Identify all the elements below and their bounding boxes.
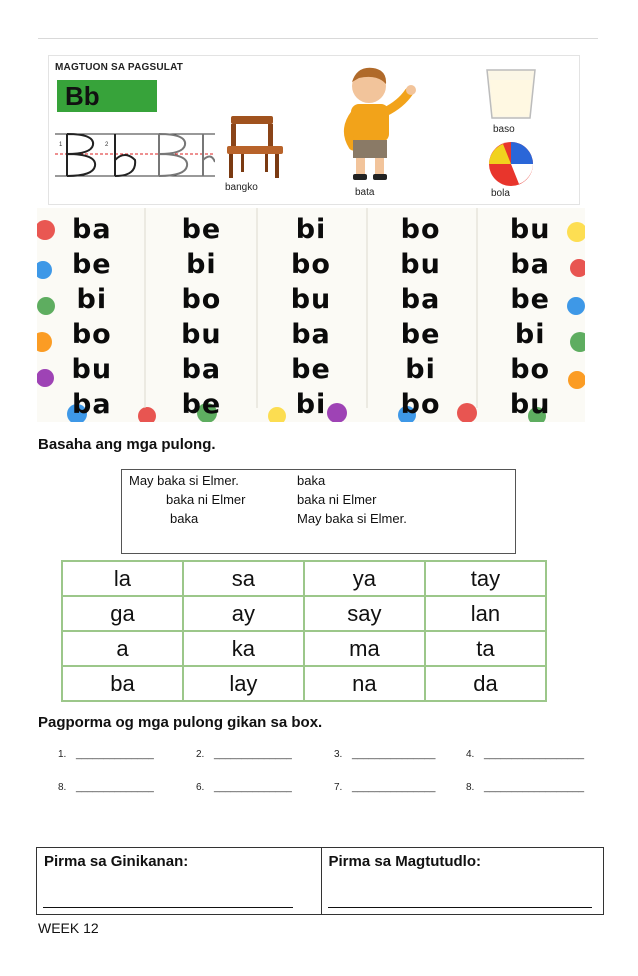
svg-text:2: 2	[105, 142, 109, 148]
syllable-cell: ba	[72, 214, 112, 245]
syllable-table-cell: a	[62, 631, 183, 666]
answer-blank-5[interactable]	[58, 782, 154, 793]
syllable-table-row	[62, 596, 546, 631]
syllable-cell: bi	[405, 354, 436, 385]
syllable-cell: be	[71, 249, 112, 280]
blank-line: __________________	[484, 749, 585, 760]
blank-number: 3.	[334, 749, 343, 760]
blank-line: ______________	[214, 749, 292, 760]
bata-label: bata	[355, 187, 375, 198]
sentence-right-1: baka	[297, 473, 326, 488]
letter-badge: Bb	[57, 80, 157, 112]
syllable-cell: bo	[400, 214, 441, 245]
syllable-table-cell: ka	[183, 631, 304, 666]
syllable-cell: bi	[295, 389, 327, 420]
teacher-signature-line[interactable]	[328, 907, 592, 908]
syllable-table-cell: na	[304, 666, 425, 701]
answer-blank-7[interactable]	[334, 782, 435, 793]
syllable-cell: ba	[510, 249, 550, 280]
syllable-cell: bo	[71, 319, 112, 350]
syllable-cell: bu	[509, 214, 551, 245]
syllable-cell: ba	[291, 319, 331, 350]
syllable-table-cell: ya	[304, 561, 425, 596]
answer-blank-4[interactable]	[466, 749, 584, 760]
blank-number: 8.	[466, 782, 475, 793]
syllable-table-cell: ma	[304, 631, 425, 666]
blank-number: 7.	[334, 782, 343, 793]
blank-number: 8.	[58, 782, 67, 793]
syllable-table-row	[62, 666, 546, 701]
syllable-table-cell: ta	[425, 631, 546, 666]
syllable-cell: bi	[186, 249, 217, 280]
blank-line: ______________	[76, 782, 154, 793]
blank-line: __________________	[484, 782, 585, 793]
sentence-left-3: baka	[170, 511, 199, 526]
syllable-cell: bu	[509, 389, 551, 420]
syllable-cell: be	[510, 284, 550, 315]
letter-b-card	[48, 55, 580, 205]
page-top-rule	[38, 38, 598, 39]
blank-line: _______________	[352, 749, 436, 760]
syllable-table-row	[62, 631, 546, 666]
syllable-row	[37, 282, 585, 317]
syllable-cell: be	[291, 354, 331, 385]
sentence-right-2: baka ni Elmer	[297, 492, 377, 507]
syllable-cell: ba	[72, 389, 112, 420]
syllable-table-cell: say	[304, 596, 425, 631]
teacher-signature-label: Pirma sa Magtutudlo:	[328, 853, 482, 870]
bangko-picture	[217, 114, 297, 180]
syllable-table	[61, 560, 547, 702]
syllable-cell: be	[181, 214, 222, 245]
answer-blank-1[interactable]	[58, 749, 154, 760]
syllable-cell: bi	[295, 214, 327, 245]
answer-blank-2[interactable]	[196, 749, 292, 760]
syllable-cell: bu	[181, 319, 222, 350]
sentence-left-1: May baka si Elmer.	[129, 473, 239, 488]
form-section-title: Pagporma og mga pulong gikan sa box.	[38, 714, 323, 731]
signature-box	[36, 847, 604, 915]
teacher-signature-cell	[321, 848, 604, 914]
syllable-row	[37, 212, 585, 247]
syllable-table-cell: la	[62, 561, 183, 596]
syllable-table-row	[62, 561, 546, 596]
syllable-row	[37, 387, 585, 422]
card-title: MAGTUON SA PAGSULAT	[55, 62, 184, 73]
sentence-left-2: baka ni Elmer	[166, 492, 246, 507]
syllable-row	[37, 317, 585, 352]
syllable-row	[37, 352, 585, 387]
blank-line: ______________	[214, 782, 292, 793]
syllable-practice-grid	[37, 208, 585, 422]
syllable-table-cell: lay	[183, 666, 304, 701]
syllable-rows	[37, 212, 585, 422]
syllable-cell: bu	[71, 354, 113, 385]
baso-label: baso	[493, 124, 515, 135]
blank-line: _______________	[352, 782, 436, 793]
bola-label: bola	[491, 188, 510, 199]
syllable-cell: be	[400, 319, 441, 350]
syllable-cell: bo	[291, 249, 331, 280]
syllable-table-cell: ay	[183, 596, 304, 631]
blank-number: 1.	[58, 749, 67, 760]
sentence-right-3: May baka si Elmer.	[297, 511, 407, 526]
blank-line: ______________	[76, 749, 154, 760]
blank-number: 4.	[466, 749, 475, 760]
bola-picture	[473, 140, 549, 186]
syllable-cell: ba	[181, 354, 222, 385]
syllable-cell: bi	[514, 319, 546, 350]
blank-number: 6.	[196, 782, 205, 793]
syllable-table-cell: lan	[425, 596, 546, 631]
syllable-row	[37, 247, 585, 282]
syllable-cell: be	[181, 389, 222, 420]
sentence-box	[121, 469, 516, 554]
syllable-cell: bi	[76, 284, 108, 315]
parent-signature-line[interactable]	[43, 907, 293, 908]
bangko-label: bangko	[225, 182, 258, 193]
syllable-table-cell: ga	[62, 596, 183, 631]
syllable-cell: bu	[290, 284, 332, 315]
syllable-table-cell: sa	[183, 561, 304, 596]
answer-blank-8[interactable]	[466, 782, 584, 793]
week-footer: WEEK 12	[38, 920, 99, 936]
svg-text:1: 1	[59, 142, 63, 148]
syllable-cell: bo	[181, 284, 222, 315]
bata-picture	[329, 64, 439, 184]
parent-signature-cell	[37, 848, 321, 914]
blank-number: 2.	[196, 749, 205, 760]
syllable-table-cell: ba	[62, 666, 183, 701]
syllable-cell: ba	[400, 284, 441, 315]
syllable-cell: bo	[510, 354, 551, 385]
answer-blank-3[interactable]	[334, 749, 435, 760]
syllable-cell: bo	[400, 389, 441, 420]
syllable-cell: bu	[400, 249, 441, 280]
baso-picture	[481, 68, 541, 120]
parent-signature-label: Pirma sa Ginikanan:	[44, 853, 189, 870]
syllable-table-cell: tay	[425, 561, 546, 596]
syllable-table-cell: da	[425, 666, 546, 701]
answer-blank-6[interactable]	[196, 782, 292, 793]
read-section-title: Basaha ang mga pulong.	[38, 436, 216, 453]
letter-tracing-guide	[55, 126, 215, 184]
